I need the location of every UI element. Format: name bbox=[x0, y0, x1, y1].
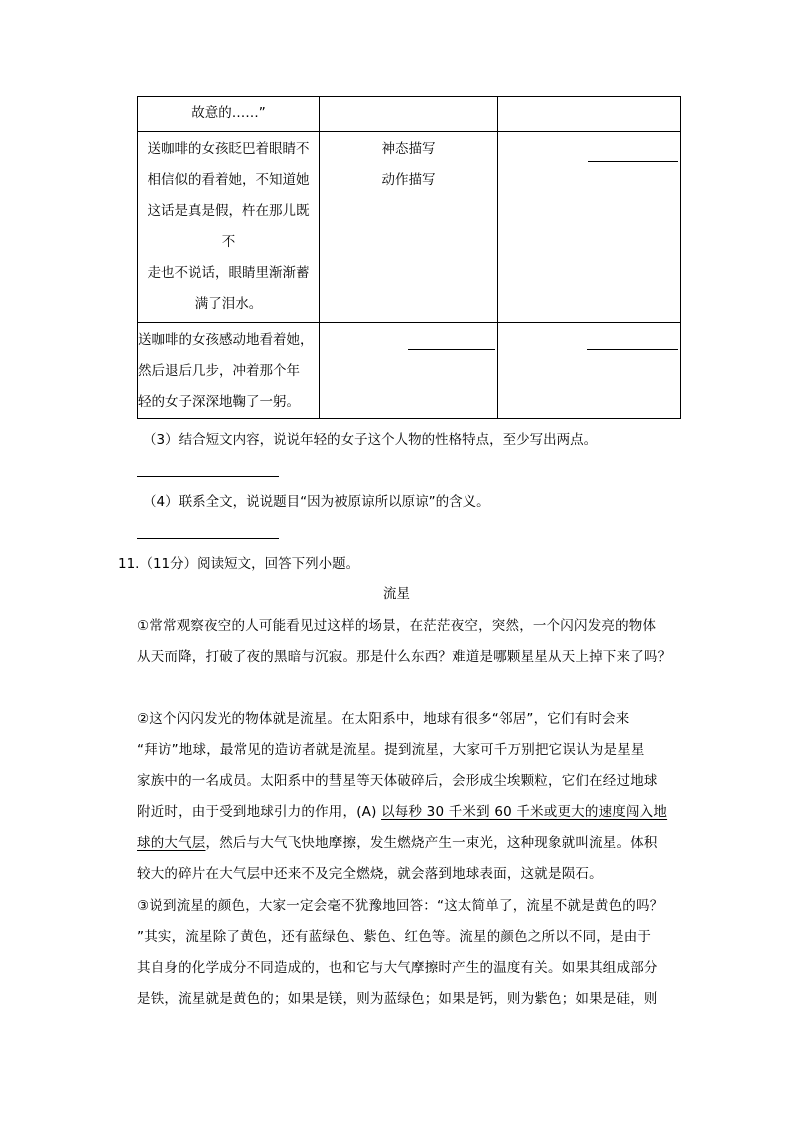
text-line: 较大的碎片在大气层中还来不及完全燃烧，就会落到地球表面，这就是陨石。 bbox=[137, 866, 603, 882]
table-cell bbox=[320, 323, 498, 419]
text-line: 然后退后几步，冲着那个年 bbox=[138, 363, 300, 379]
table-cell bbox=[498, 132, 681, 323]
text-line: 其自身的化学成分不同造成的，也和它与大气摩擦时产生的温度有关。如果其组成部分 bbox=[137, 960, 658, 976]
underlined-sentence-a: 球的大气层 bbox=[137, 835, 206, 851]
text-line: 是铁，流星就是黄色的；如果是镁，则为蓝绿色；如果是钙，则为紫色；如果是硅，则 bbox=[137, 991, 658, 1007]
text-line: 家族中的一名成员。太阳系中的彗星等天体破碎后，会形成尘埃颗粒，它们在经过地球 bbox=[137, 773, 658, 789]
paragraph-3 bbox=[137, 891, 682, 1015]
text-line bbox=[137, 797, 682, 828]
text-line: 神态描写 bbox=[381, 141, 436, 157]
table-row bbox=[138, 132, 681, 323]
underlined-sentence-a: 以每秒 30 千米到 60 千米或更大的速度闯入地 bbox=[381, 804, 668, 820]
text-line: “拜访”地球，最常见的造访者就是流星。提到流星，大家可千万别把它误认为是星星 bbox=[137, 742, 645, 758]
text-line: 满了泪水。 bbox=[194, 296, 263, 312]
answer-blank[interactable] bbox=[587, 349, 678, 350]
answer-line[interactable] bbox=[137, 476, 279, 477]
paragraph-1 bbox=[137, 611, 682, 673]
text-line: ①常常观察夜空的人可能看见过这样的场景，在茫茫夜空，突然，一个闪闪发亮的物体 bbox=[137, 618, 657, 634]
text-line bbox=[137, 828, 682, 859]
text-line: 动作描写 bbox=[381, 172, 436, 188]
text-line: 从天而降，打破了夜的黑暗与沉寂。那是什么东西？难道是哪颗星星从天上掉下来了吗？ bbox=[137, 649, 672, 665]
text-fragment: ，然后与大气飞快地摩擦，发生燃烧产生一束光，这种现象就叫流星。体积 bbox=[205, 835, 658, 851]
answer-blank[interactable] bbox=[588, 161, 678, 162]
analysis-table bbox=[137, 96, 681, 419]
table-cell bbox=[498, 97, 681, 132]
table-cell bbox=[320, 97, 498, 132]
table-cell bbox=[498, 323, 681, 419]
text-line: ③说到流星的颜色，大家一定会毫不犹豫地回答：“这太简单了，流星不就是黄色的吗？ bbox=[137, 898, 664, 914]
text-line: 相信似的看着她，不知道她 bbox=[147, 172, 310, 188]
text-line: ”其实，流星除了黄色，还有蓝绿色、紫色、红色等。流星的颜色之所以不同，是由于 bbox=[137, 929, 652, 945]
cell-text bbox=[138, 132, 319, 320]
text-line: 轻的女子深深地鞠了一躬。 bbox=[138, 394, 300, 410]
table-row bbox=[138, 323, 681, 419]
article-title: 流星 bbox=[383, 586, 410, 602]
text-line: 送咖啡的女孩眨巴着眼睛不 bbox=[147, 141, 310, 157]
paragraph-2 bbox=[137, 704, 682, 890]
table-row bbox=[138, 97, 681, 132]
text-line: 这话是真是假，杵在那儿既 bbox=[147, 203, 310, 219]
cell-text bbox=[138, 323, 319, 418]
table-cell bbox=[138, 132, 320, 323]
answer-blank[interactable] bbox=[408, 349, 495, 350]
text-line: 不 bbox=[221, 234, 236, 250]
text-line: 走也不说话，眼睛里渐渐蓄 bbox=[147, 265, 310, 281]
text-line: 送咖啡的女孩感动地看着她， bbox=[138, 332, 314, 348]
table-cell bbox=[138, 97, 320, 132]
question-11: 11.（11分）阅读短文，回答下列小题。 bbox=[118, 556, 360, 572]
answer-line[interactable] bbox=[137, 538, 279, 539]
text-line: ②这个闪闪发光的物体就是流星。在太阳系中，地球有很多“邻居”，它们有时会来 bbox=[137, 711, 630, 727]
table-cell bbox=[320, 132, 498, 323]
question-4: （4）联系全文，说说题目“因为被原谅所以原谅”的含义。 bbox=[143, 494, 490, 510]
cell-text: 故意的……” bbox=[191, 105, 266, 121]
cell-text bbox=[320, 132, 497, 196]
question-3: （3）结合短文内容，说说年轻的女子这个人物的性格特点，至少写出两点。 bbox=[143, 432, 598, 448]
text-fragment: 附近时，由于受到地球引力的作用，(A) bbox=[137, 804, 382, 820]
table-cell bbox=[138, 323, 320, 419]
